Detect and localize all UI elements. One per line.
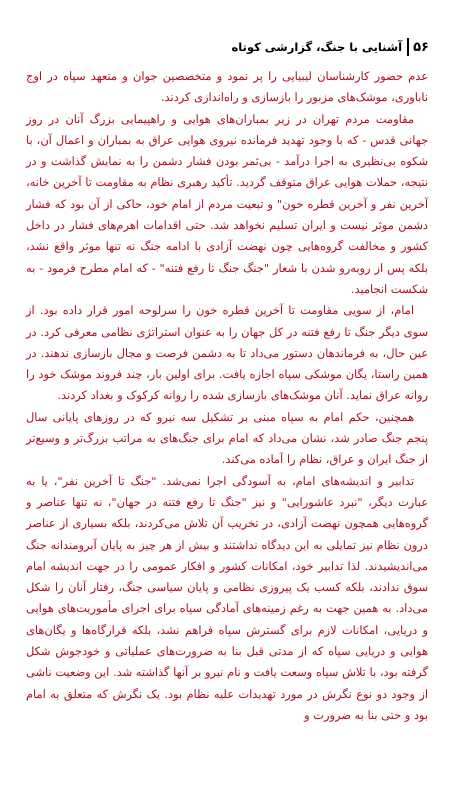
page-header bbox=[231, 38, 429, 56]
paragraph: عدم حضور کارشناسان لیبیایی را پر نمود و متخصصین جوان و متعهد سپاه در اوج ناباوری، موشک‌های مزبور را بازسازی و راه‌اندازی کردند. bbox=[26, 69, 428, 105]
paragraph: امام، از سویی مقاومت تا آخرین قطره خون را سرلوحه امور قرار داده بود. از سوی دیگر جنگ تا رفع فتنه در کل جهان را به عنوان استراتژی نظامی معرفی کرد. در عین حال، به فرماندهان دستور می‌داد تا به دشمن فرصت و مجال بازسازی ندهند. در همین راستا، یگان موشکی سپاه اجازه یافت. برای اولین بار، چند فروند موشک خود را روانه عراق نماید. آنان موشک‌های بازسازی شده را روانه کرکوک و بغداد کردند. bbox=[26, 303, 428, 403]
page-number: ۵۶ bbox=[413, 39, 429, 55]
paragraph: همچنین، حکم امام به سپاه مبنی بر تشکیل سه نیرو که در روزهای پایانی سال پنجم جنگ صادر شد، نشان می‌داد که امام برای جنگ‌های به مراتب بزرگ‌تر و وسیع‌تر از جنگ ایران و عراق، نظام را آماده می‌کند. bbox=[26, 409, 428, 467]
running-title: آشنایی با جنگ، گزارشی کوتاه bbox=[231, 40, 403, 54]
paragraph: تدابیر و اندیشه‌های امام، به آسودگی اجرا نمی‌شد. "جنگ تا آخرین نفر"، یا به عبارت دیگر، "نبرد عاشورایی" و نیز "جنگ تا رفع فتنه در جهان"، نه تنها عناصر و گروه‌هایی همچون نهضت آزادی، در تخریب آن تلاش می‌کردند، بلکه بسیاری از عناصر درون نظام نیز تمایلی به این دیدگاه نداشتند و بیش از هر چیز به پایان آبرومندانه جنگ می‌اندیشیدند. لذا تدابیر خود، امکانات کشور و افکار عمومی را در جهت اندیشه امام سوق ندادند، بلکه کسب یک پیروزی نظامی و پایان سیاسی جنگ، رفتار آنان را شکل می‌داد. به همین جهت به رغم زمینه‌های آمادگی سپاه برای اجرای مأموریت‌های هوایی و دریایی، امکانات لازم برای گسترش سپاه فراهم نشد، بلکه قرارگاه‌ها و یگان‌های هوایی و دریایی سپاه که از مدتی قبل بنا به ضرورت‌های عملیاتی و خودجوش شکل گرفته بود، با تلاش سپاه وسعت یافت و نام نیرو بر آنها گذاشته شد. این وضعیت ناشی از وجود دو نوع نگرش در مورد تهدیدات علیه نظام بود. یک نگرش که متعلق به امام بود و حتی بنا به ضرورت و bbox=[26, 473, 428, 722]
body-text bbox=[26, 66, 428, 726]
paragraph: مقاومت مردم تهران در زیر بمباران‌های هوایی و راهپیمایی بزرگ آنان در روز جهانی قدس - که با وجود تهدید فرمانده نیروی هوایی عراق به بمباران و اعمال آن، با شکوه بی‌نظیری به اجرا درآمد - بی‌ثمر بودن فشار دشمن را به نمایش گذاشت و در نتیجه، حملات هوایی عراق متوقف گردید. تأکید رهبری نظام به مقاومت تا آخرین خانه، آخرین نفر و آخرین قطره خون" و تبعیت مردم از امام خود، حاکی از آن بود که فشار دشمن موثر نیست و ایران تسلیم نخواهد شد. حتی اقدامات اهرم‌های فشار در داخل کشور و مخالفت گروه‌هایی چون نهضت آزادی با ادامه جنگ نه تنها موثر واقع نشد، بلکه پس از روبه‌رو شدن با شعار "جنگ جنگ تا رفع فتنه" - که امام مطرح فرمود - به شکست انجامید. bbox=[26, 111, 428, 296]
header-divider bbox=[407, 38, 409, 56]
